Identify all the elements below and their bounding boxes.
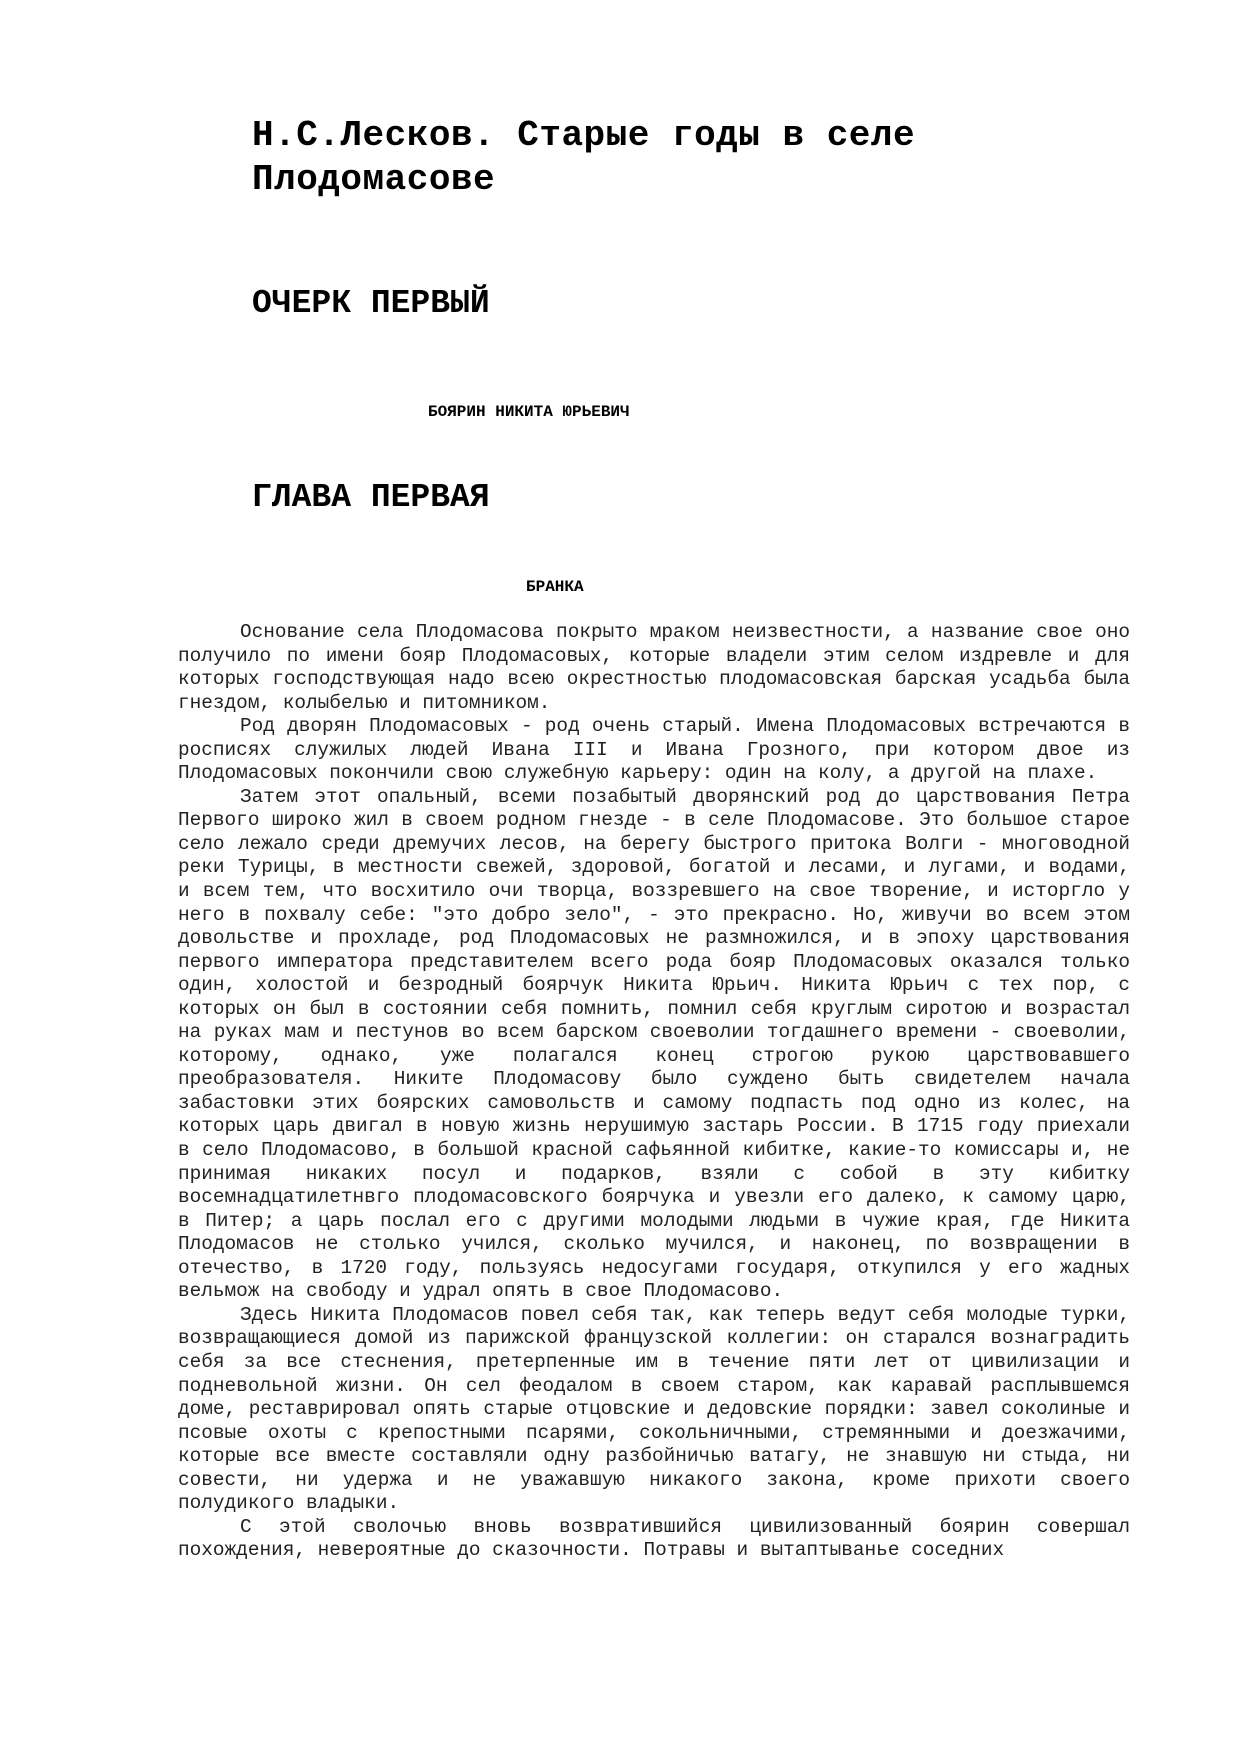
- paragraph: Затем этот опальный, всеми позабытый дворянский род до царствования Петра Первого широко жил в своем родном гнезде - в селе Плодомасове. Это большое старое село лежало среди дремучих лесов, на берегу быстрого притока Волги - многоводной реки Турицы, в местности свежей, здоровой, богатой и лесами, и лугами, и водами, и всем тем, что восхитило очи творца, воззревшего на свое творение, и исторгло у него в похвалу себе: "это добро зело", - это прекрасно. Но, живучи во всем этом довольстве и прохладе, род Плодомасовых не размножился, и в эпоху царствования первого императора представителем всего рода бояр Плодомасовых оказался только один, холостой и безродный боярчук Никита Юрьич. Никита Юрьич с тех пор, с которых он был в состоянии себя помнить, помнил себя круглым сиротою и возрастал на руках мам и пестунов во всем барском своеволии тогдашнего времени - своеволии, которому, однако, уже полагался конец строгою рукою царствовавшего преобразователя. Никите Плодомасову было суждено быть свидетелем начала забастовки этих боярских самовольств и самому подпасть под одно из колес, на которых царь двигал в новую жизнь нерушимую застарь России. В 1715 году приехали в село Плодомасово, в большой красной сафьянной кибитке, какие-то комиссары и, не принимая никаких посул и подарков, взяли с собой в эту кибитку восемнадцатилетнвго плодомасовского боярчука и увезли его далеко, к самому царю, в Питер; а царь послал его с другими молодыми людьми в чужие края, где Никита Плодомасов не столько учился, сколько мучился, и наконец, по возвращении в отечество, в 1720 году, пользуясь недосугами государя, откупился у его жадных вельмож на свободу и удрал опять в свое Плодомасово.: [178, 785, 1130, 1303]
- paragraph: Здесь Никита Плодомасов повел себя так, как теперь ведут себя молодые турки, возвращающиеся домой из парижской французской коллегии: он старался вознаградить себя за все стеснения, претерпенные им в течение пяти лет от цивилизации и подневольной жизни. Он сел феодалом в своем старом, как каравай расплывшемся доме, реставрировал опять старые отцовские и дедовские порядки: завел соколиные и псовые охоты с крепостными псарями, сокольничными, стремянными и доезжачими, которые все вместе составляли одну разбойничью ватагу, не знавшую ни стыда, ни совести, ни удержа и не уважавшую никакого закона, кроме прихоти своего полудикого владыки.: [178, 1303, 1130, 1515]
- chapter-subtitle: БРАНКА: [526, 578, 584, 596]
- text-body: [178, 621, 1130, 1563]
- paragraph: Род дворян Плодомасовых - род очень старый. Имена Плодомасовых встречаются в росписях служилых людей Ивана III и Ивана Грозного, при котором двое из Плодомасовых покончили свою служебную карьеру: один на колу, а другой на плахе.: [178, 715, 1130, 785]
- part-title: ОЧЕРК ПЕРВЫЙ: [252, 285, 490, 322]
- document-title: Н.С.Лесков. Старые годы в селе Плодомасове: [252, 115, 916, 200]
- paragraph: С этой сволочью вновь возвратившийся цивилизованный боярин совершал похождения, невероятные до сказочности. Потравы и вытаптыванье соседних: [178, 1515, 1130, 1562]
- part-subtitle: БОЯРИН НИКИТА ЮРЬЕВИЧ: [428, 403, 630, 421]
- chapter-title: ГЛАВА ПЕРВАЯ: [252, 479, 490, 516]
- paragraph: Основание села Плодомасова покрыто мраком неизвестности, а название свое оно получило по имени бояр Плодомасовых, которые владели этим селом издревле и для которых господствующая надо всею окрестностью плодомасовская барская усадьба была гнездом, колыбелью и питомником.: [178, 621, 1130, 714]
